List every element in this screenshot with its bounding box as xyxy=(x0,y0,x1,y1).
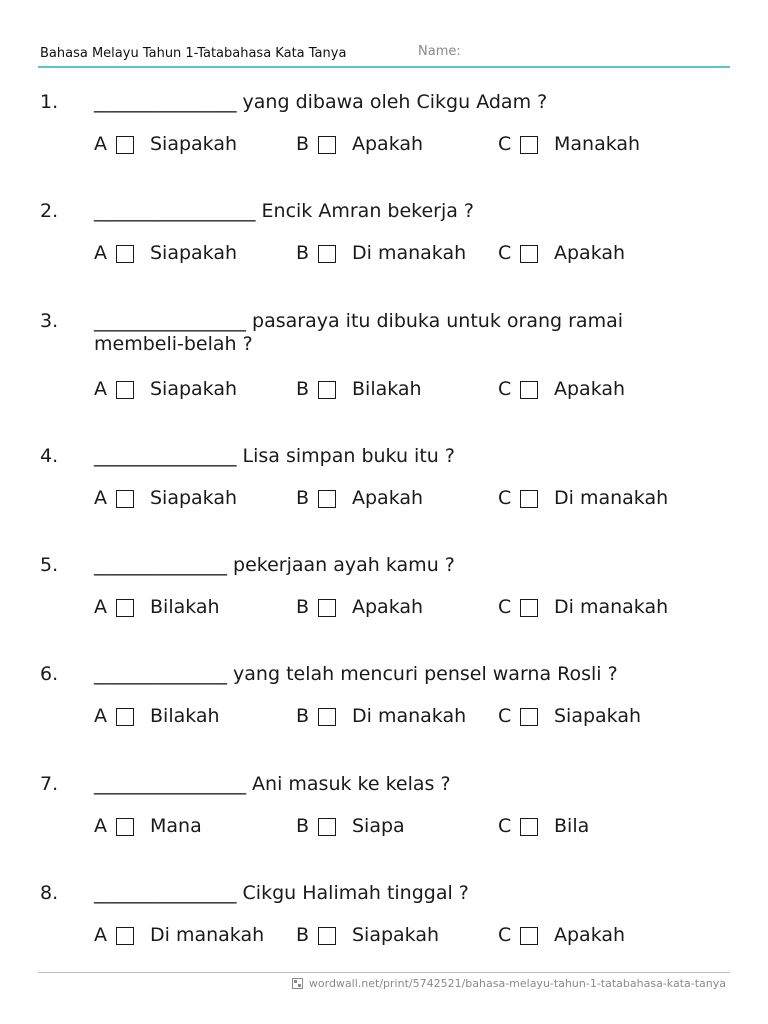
option-letter: C xyxy=(498,378,512,400)
answer-checkbox[interactable] xyxy=(520,818,538,836)
question-text: ______________ yang telah mencuri pensel warna Rosli ? xyxy=(94,663,618,685)
option-b[interactable] xyxy=(296,487,423,510)
option-a[interactable] xyxy=(94,487,237,510)
option-label: Bilakah xyxy=(150,705,220,727)
answer-checkbox[interactable] xyxy=(520,136,538,154)
answer-checkbox[interactable] xyxy=(318,927,336,945)
option-label: Di manakah xyxy=(352,242,467,264)
question-text: _______________ yang dibawa oleh Cikgu Adam ? xyxy=(94,91,548,113)
option-label: Siapakah xyxy=(150,242,238,264)
answer-checkbox[interactable] xyxy=(520,927,538,945)
option-letter: B xyxy=(296,596,310,618)
question-number: 4. xyxy=(40,445,59,467)
option-label: Apakah xyxy=(352,596,424,618)
option-label: Di manakah xyxy=(554,487,669,509)
answer-checkbox[interactable] xyxy=(318,490,336,508)
option-b[interactable] xyxy=(296,924,439,947)
option-c[interactable] xyxy=(498,924,625,947)
option-label: Di manakah xyxy=(150,924,265,946)
option-a[interactable] xyxy=(94,133,237,156)
option-b[interactable] xyxy=(296,705,466,728)
option-letter: B xyxy=(296,242,310,264)
answer-checkbox[interactable] xyxy=(116,245,134,263)
question-number: 7. xyxy=(40,773,59,795)
option-c[interactable] xyxy=(498,133,640,156)
footer-url[interactable]: wordwall.net/print/5742521/bahasa-melayu-tahun-1-tatabahasa-kata-tanya xyxy=(308,977,726,990)
option-label: Mana xyxy=(150,815,202,837)
option-a[interactable] xyxy=(94,924,264,947)
answer-checkbox[interactable] xyxy=(116,708,134,726)
option-label: Siapakah xyxy=(554,705,642,727)
option-letter: C xyxy=(498,815,512,837)
option-letter: A xyxy=(94,133,107,155)
question-text: _______________ Cikgu Halimah tinggal ? xyxy=(94,882,469,904)
answer-checkbox[interactable] xyxy=(116,490,134,508)
option-a[interactable] xyxy=(94,596,220,619)
option-letter: C xyxy=(498,924,512,946)
answer-checkbox[interactable] xyxy=(520,245,538,263)
answer-checkbox[interactable] xyxy=(116,818,134,836)
option-label: Siapakah xyxy=(352,924,440,946)
option-label: Di manakah xyxy=(554,596,669,618)
answer-checkbox[interactable] xyxy=(116,136,134,154)
option-letter: A xyxy=(94,378,107,400)
option-c[interactable] xyxy=(498,378,625,401)
option-label: Apakah xyxy=(554,242,626,264)
option-letter: A xyxy=(94,815,107,837)
option-label: Siapa xyxy=(352,815,405,837)
option-letter: B xyxy=(296,924,310,946)
name-field-label: Name: xyxy=(418,44,461,59)
question-number: 6. xyxy=(40,663,59,685)
option-b[interactable] xyxy=(296,378,422,401)
answer-checkbox[interactable] xyxy=(520,599,538,617)
answer-checkbox[interactable] xyxy=(520,490,538,508)
option-letter: A xyxy=(94,487,107,509)
option-label: Siapakah xyxy=(150,133,238,155)
option-letter: A xyxy=(94,705,107,727)
answer-checkbox[interactable] xyxy=(318,245,336,263)
option-label: Manakah xyxy=(554,133,641,155)
option-c[interactable] xyxy=(498,705,641,728)
option-letter: A xyxy=(94,924,107,946)
question-text: _________________ Encik Amran bekerja ? xyxy=(94,200,475,222)
worksheet-title: Bahasa Melayu Tahun 1-Tatabahasa Kata Tanya xyxy=(40,46,347,61)
question-number: 2. xyxy=(40,200,59,222)
page-footer xyxy=(292,977,726,990)
option-letter: B xyxy=(296,815,310,837)
question-text: _______________ Lisa simpan buku itu ? xyxy=(94,445,455,467)
option-a[interactable] xyxy=(94,815,202,838)
question-number: 3. xyxy=(40,310,59,332)
option-letter: B xyxy=(296,705,310,727)
option-label: Siapakah xyxy=(150,487,238,509)
answer-checkbox[interactable] xyxy=(520,708,538,726)
option-c[interactable] xyxy=(498,242,625,265)
option-c[interactable] xyxy=(498,487,668,510)
option-c[interactable] xyxy=(498,596,668,619)
question-text: ________________ Ani masuk ke kelas ? xyxy=(94,773,451,795)
option-label: Apakah xyxy=(352,487,424,509)
option-letter: C xyxy=(498,596,512,618)
answer-checkbox[interactable] xyxy=(318,818,336,836)
answer-checkbox[interactable] xyxy=(318,708,336,726)
option-letter: C xyxy=(498,705,512,727)
option-label: Apakah xyxy=(554,924,626,946)
option-letter: C xyxy=(498,487,512,509)
option-b[interactable] xyxy=(296,242,466,265)
question-number: 5. xyxy=(40,554,59,576)
answer-checkbox[interactable] xyxy=(318,381,336,399)
option-b[interactable] xyxy=(296,133,423,156)
option-label: Bilakah xyxy=(150,596,220,618)
option-label: Bila xyxy=(554,815,590,837)
question-number: 8. xyxy=(40,882,59,904)
option-letter: A xyxy=(94,242,107,264)
answer-checkbox[interactable] xyxy=(116,381,134,399)
option-letter: A xyxy=(94,596,107,618)
footer-divider xyxy=(38,972,730,973)
answer-checkbox[interactable] xyxy=(116,927,134,945)
option-a[interactable] xyxy=(94,242,237,265)
answer-checkbox[interactable] xyxy=(520,381,538,399)
option-b[interactable] xyxy=(296,815,405,838)
header-divider xyxy=(38,66,730,68)
answer-checkbox[interactable] xyxy=(116,599,134,617)
option-label: Siapakah xyxy=(150,378,238,400)
option-label: Apakah xyxy=(352,133,424,155)
answer-checkbox[interactable] xyxy=(318,599,336,617)
option-label: Di manakah xyxy=(352,705,467,727)
option-a[interactable] xyxy=(94,378,237,401)
answer-checkbox[interactable] xyxy=(318,136,336,154)
question-number: 1. xyxy=(40,91,59,113)
option-letter: B xyxy=(296,487,310,509)
question-text: ________________ pasaraya itu dibuka untuk orang ramai membeli-belah ? xyxy=(94,310,623,355)
option-label: Bilakah xyxy=(352,378,422,400)
question-text: ______________ pekerjaan ayah kamu ? xyxy=(94,554,455,576)
option-a[interactable] xyxy=(94,705,220,728)
wordwall-logo-icon xyxy=(292,978,303,989)
option-letter: C xyxy=(498,133,512,155)
option-c[interactable] xyxy=(498,815,589,838)
option-letter: B xyxy=(296,378,310,400)
option-label: Apakah xyxy=(554,378,626,400)
option-letter: C xyxy=(498,242,512,264)
option-letter: B xyxy=(296,133,310,155)
option-b[interactable] xyxy=(296,596,423,619)
